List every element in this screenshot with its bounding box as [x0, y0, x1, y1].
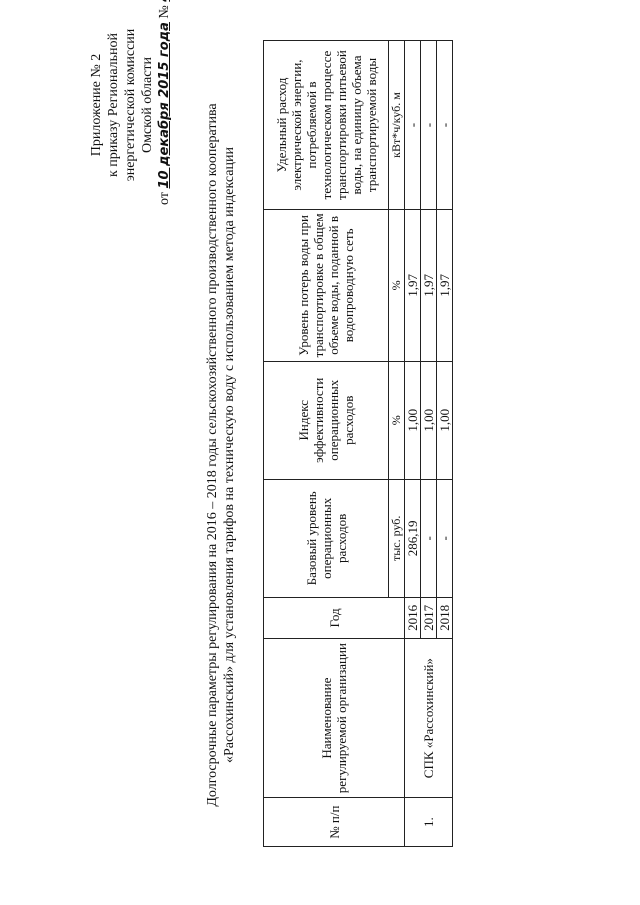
header-energy: Удельный расход электрической энергии, потребляемой в технологическом процессе транспортировки питьевой воды, на единицу объема транспортируемой воды	[264, 41, 389, 210]
header-row	[264, 41, 389, 847]
cell-year: 2016	[405, 597, 421, 638]
cell-year: 2017	[421, 597, 437, 638]
appendix-line-3: энергетической комиссии	[123, 28, 138, 182]
unit-energy: кВт*ч/куб. м	[389, 41, 405, 210]
cell-base: -	[437, 479, 453, 597]
appendix-line-5	[156, 5, 173, 205]
parameters-table	[263, 40, 453, 847]
cell-index: 1,00	[405, 361, 421, 479]
appendix-line-1: Приложение № 2	[89, 53, 104, 157]
appendix-number	[157, 0, 172, 2]
header-num: № п/п	[264, 798, 405, 847]
cell-energy: -	[437, 41, 453, 210]
cell-loss: 1,97	[437, 210, 453, 362]
header-org: Наименование регулируемой организации	[264, 639, 405, 798]
document-title	[204, 45, 238, 865]
header-year: Год	[264, 597, 405, 638]
appendix-number-sign: №	[157, 5, 172, 19]
unit-base: тыс. руб.	[389, 479, 405, 597]
header-base: Базовый уровень операционных расходов	[264, 479, 389, 597]
header-loss: Уровень потерь воды при транспортировке в общем объеме воды, поданной в водопроводную сеть	[264, 210, 389, 362]
header-index: Индекс эффективности операционных расходов	[264, 361, 389, 479]
appendix-line-2: к приказу Региональной	[106, 32, 121, 178]
cell-index: 1,00	[421, 361, 437, 479]
cell-base: 286,19	[405, 479, 421, 597]
unit-index: %	[389, 361, 405, 479]
appendix-date-prefix: от	[157, 192, 172, 205]
cell-year: 2018	[437, 597, 453, 638]
cell-loss: 1,97	[405, 210, 421, 362]
unit-loss: %	[389, 210, 405, 362]
title-line-1: Долгосрочные параметры регулирования на 2016 – 2018 годы сельскохозяйственного производственного кооператива	[205, 103, 220, 807]
table-row	[405, 41, 421, 847]
cell-energy: -	[405, 41, 421, 210]
cell-base: -	[421, 479, 437, 597]
cell-index: 1,00	[437, 361, 453, 479]
cell-energy: -	[421, 41, 437, 210]
row-org-name: СПК «Рассохинский»	[405, 639, 453, 798]
appendix-date: 10 декабря 2015 года	[157, 22, 172, 189]
appendix-line-4: Омской области	[140, 56, 155, 154]
row-num: 1.	[405, 798, 453, 847]
title-line-2: «Рассохинский» для установления тарифов на техническую воду с использованием метода индексации	[222, 146, 237, 764]
cell-loss: 1,97	[421, 210, 437, 362]
appendix-block	[88, 5, 173, 205]
